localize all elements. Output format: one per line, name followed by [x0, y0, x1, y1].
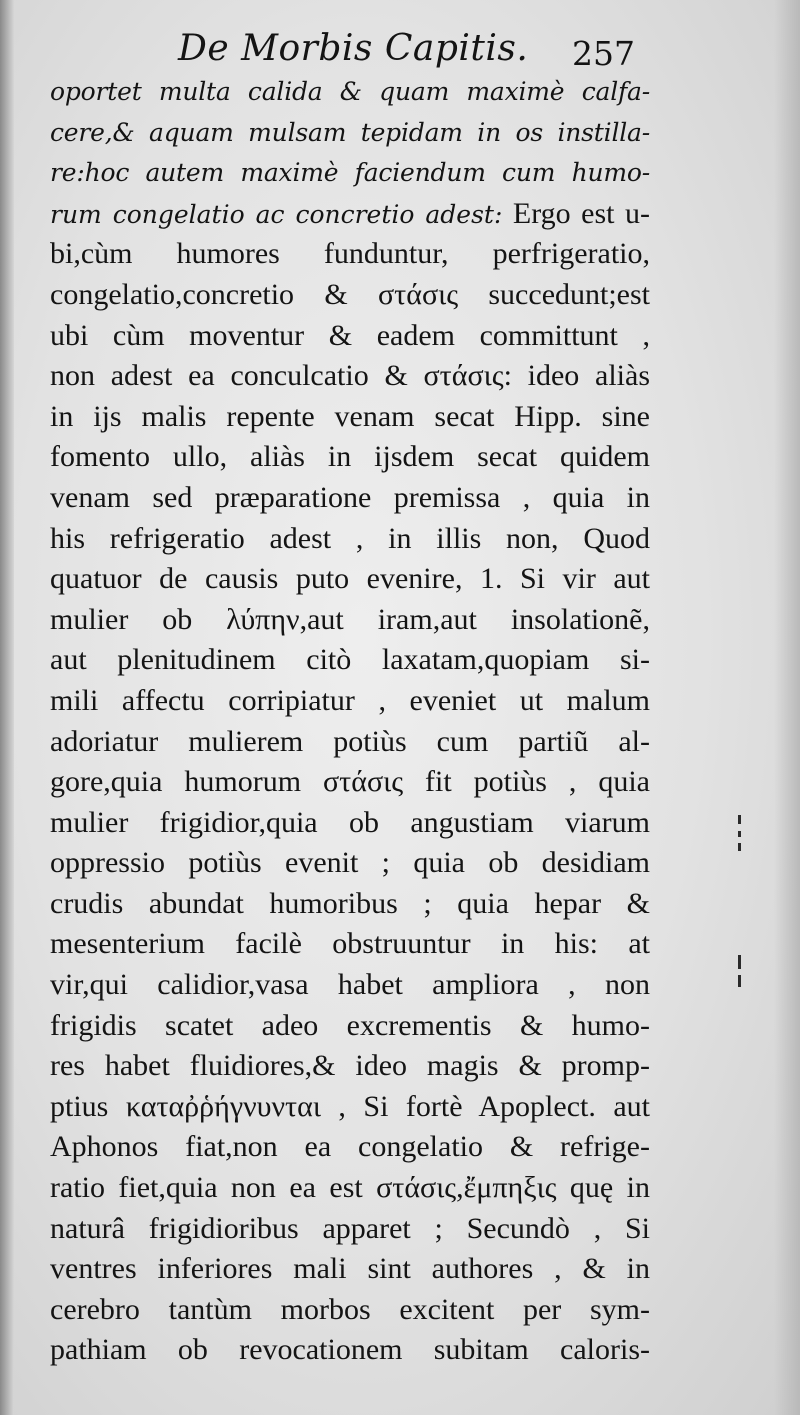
text-line: adoriatur mulierem potiùs cum partiũ al- [50, 724, 650, 758]
text-line: oppressio potiùs evenit ; quia ob desidiam [50, 846, 650, 880]
text-line: re:hoc autem maximè faciendum cum humo- [50, 158, 650, 188]
text-line: mesenterium facilè obstruuntur in his: at [50, 927, 650, 961]
margin-mark [738, 955, 741, 969]
text-line: oportet multa calida & quam maximè calfa- [50, 77, 650, 106]
text-line: mili affectu corripiatur , eveniet ut malum [50, 683, 650, 717]
text-line: gore,quia humorum στάσις fit potiùs , quia [50, 765, 650, 799]
text-line: vir,qui calidior,vasa habet ampliora , non [50, 968, 650, 1002]
text-line: venam sed præparatione premissa , quia in [50, 480, 650, 514]
text-line: cerebro tantùm morbos excitent per sym- [50, 1292, 650, 1326]
text-line: in ijs malis repente venam secat Hipp. sine [50, 399, 650, 433]
text-line: crudis abundat humoribus ; quia hepar & [50, 886, 650, 920]
text-line: fomento ullo, aliàs in ijsdem secat quidem [50, 440, 650, 474]
page-edge-shadow [774, 0, 800, 1415]
margin-marks [733, 815, 747, 1015]
running-title: De Morbis Capitis. [178, 28, 529, 69]
text-line: frigidis scatet adeo excrementis & humo- [50, 1008, 650, 1042]
text-line: aut plenitudinem citò laxatam,quopiam si- [50, 643, 650, 677]
text-line: quatuor de causis puto evenire, 1. Si vir aut [50, 562, 650, 596]
text-line: congelatio,concretio & στάσις succedunt;est [50, 277, 650, 311]
margin-mark [738, 975, 741, 987]
text-line: naturâ frigidioribus apparet ; Secundò , Si [50, 1211, 650, 1245]
page-gutter-shadow [0, 0, 14, 1415]
margin-mark [738, 815, 741, 824]
text-line: pathiam ob revocationem subitam caloris- [50, 1333, 650, 1367]
text-line: his refrigeratio adest , in illis non, Quod [50, 521, 650, 555]
text-line: ubi cùm moventur & eadem committunt , [50, 318, 650, 352]
text-line-italic-part: rum congelatio ac concretio adest: [50, 199, 503, 229]
margin-mark [738, 843, 741, 851]
text-line: ptius καταῤῥήγνυνται , Si fortè Apoplect. aut [50, 1089, 650, 1123]
text-line-mixed [50, 194, 650, 235]
margin-mark [738, 831, 741, 837]
text-line: res habet fluidiores,& ideo magis & promp- [50, 1049, 650, 1083]
text-line: mulier frigidior,quia ob angustiam viarum [50, 805, 650, 839]
text-line: ratio fiet,quia non ea est στάσις,ἔμπηξις quę in [50, 1171, 650, 1205]
text-line: ventres inferiores mali sint authores , & in [50, 1252, 650, 1286]
text-line: non adest ea conculcatio & στάσις: ideo aliàs [50, 359, 650, 393]
page-number: 257 [572, 34, 635, 73]
text-line: Aphonos fiat,non ea congelatio & refrige- [50, 1130, 650, 1164]
text-line: bi,cùm humores funduntur, perfrigeratio, [50, 237, 650, 271]
text-line: mulier ob λύπην,aut iram,aut insolationẽ, [50, 602, 650, 636]
text-line-roman-part: Ergo est u- [502, 196, 650, 230]
body-text [50, 72, 650, 1371]
text-line: cere,& aquam mulsam tepidam in os instilla- [50, 117, 650, 147]
